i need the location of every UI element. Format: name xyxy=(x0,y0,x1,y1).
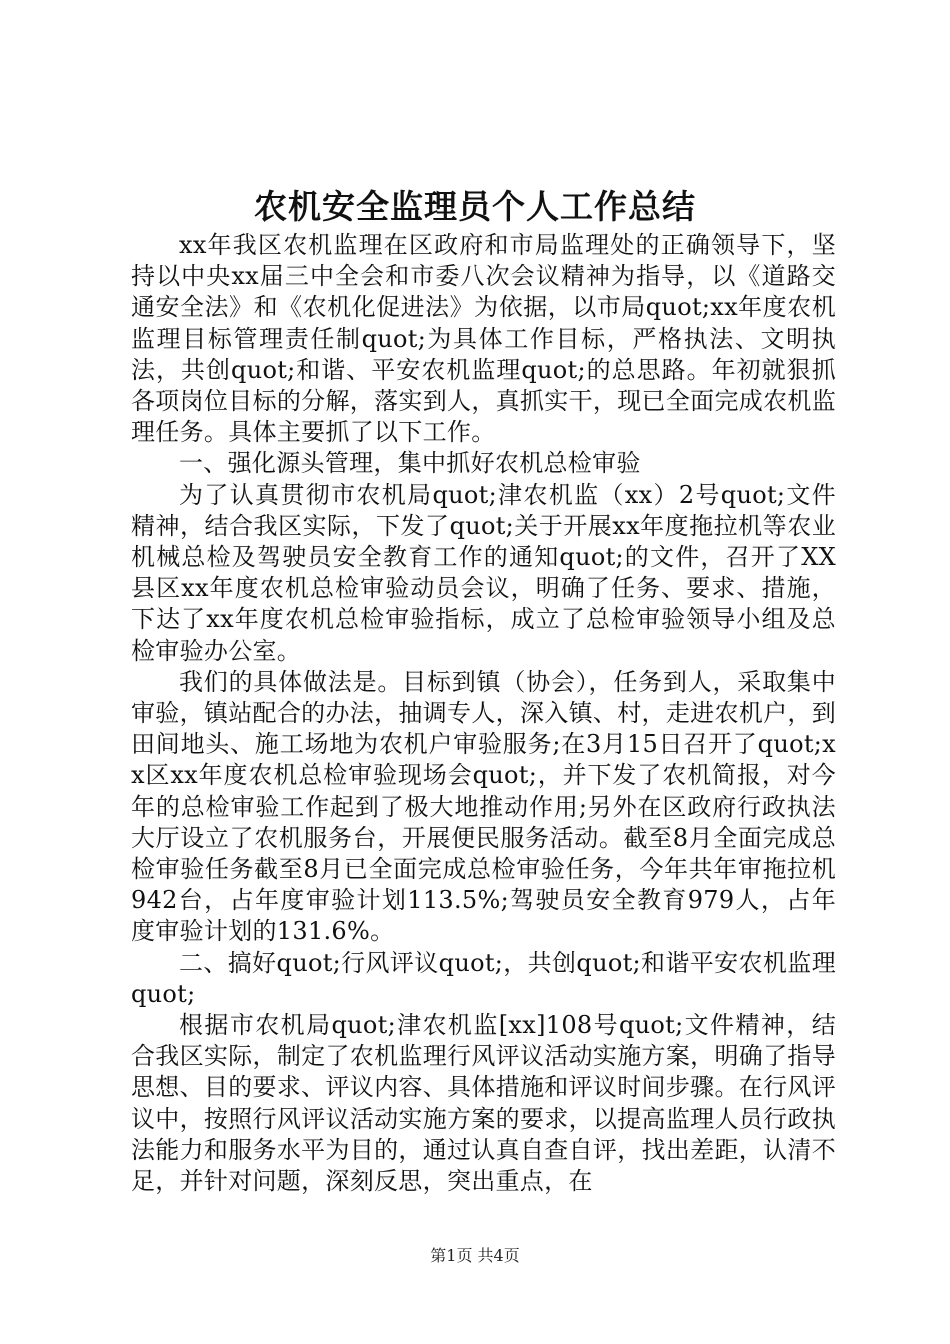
paragraph-section-2-a: 根据市农机局quot;津农机监[xx]108号quot;文件精神，结合我区实际，制定了农机监理行风评议活动实施方案，明确了指导思想、目的要求、评议内容、具体措施和评议时间步骤。在行风评议中，按照行风评议活动实施方案的要求，以提高监理人员行政执法能力和服务水平为目的，通过认真自查自评，找出差距，认清不足，并针对问题，深刻反思，突出重点，在 xyxy=(131,1011,836,1196)
paragraph-section-1-a: 为了认真贯彻市农机局quot;津农机监（xx）2号quot;文件精神，结合我区实际，下发了quot;关于开展xx年度拖拉机等农业机械总检及驾驶员安全教育工作的通知quot;的文件，召开了XX县区xx年度农机总检审验动员会议，明确了任务、要求、措施，下达了xx年度农机总检审验指标，成立了总检审验领导小组及总检审验办公室。 xyxy=(131,480,836,665)
page-number-footer: 第1页 共4页 xyxy=(430,1246,520,1265)
section-heading-2: 二、搞好quot;行风评议quot;，共创quot;和谐平安农机监理quot; xyxy=(131,948,836,1008)
paragraph-intro: xx年我区农机监理在区政府和市局监理处的正确领导下，坚持以中央xx届三中全会和市委八次会议精神为指导，以《道路交通安全法》和《农机化促进法》为依据，以市局quot;xx年度农机监理目标管理责任制quot;为具体工作目标，严格执法、文明执法，共创quot;和谐、平安农机监理quot;的总思路。年初就狠抓各项岗位目标的分解，落实到人，真抓实干，现已全面完成农机监理任务。具体主要抓了以下工作。 xyxy=(131,231,836,447)
document-title: 农机安全监理员个人工作总结 xyxy=(254,187,696,226)
paragraph-section-1-b: 我们的具体做法是。目标到镇（协会），任务到人，采取集中审验，镇站配合的办法，抽调专人，深入镇、村，走进农机户，到田间地头、施工场地为农机户审验服务;在3月15日召开了quot;xx区xx年度农机总检审验现场会quot;，并下发了农机简报，对今年的总检审验工作起到了极大地推动作用;另外在区政府行政执法大厅设立了农机服务台，开展便民服务活动。截至8月全面完成总检审验任务截至8月已全面完成总检审验任务，今年共年审拖拉机942台，占年度审验计划113.5%;驾驶员安全教育979人，占年度审验计划的131.6%。 xyxy=(131,667,836,946)
document-body xyxy=(131,230,836,1197)
section-heading-1: 一、强化源头管理，集中抓好农机总检审验 xyxy=(179,449,641,478)
